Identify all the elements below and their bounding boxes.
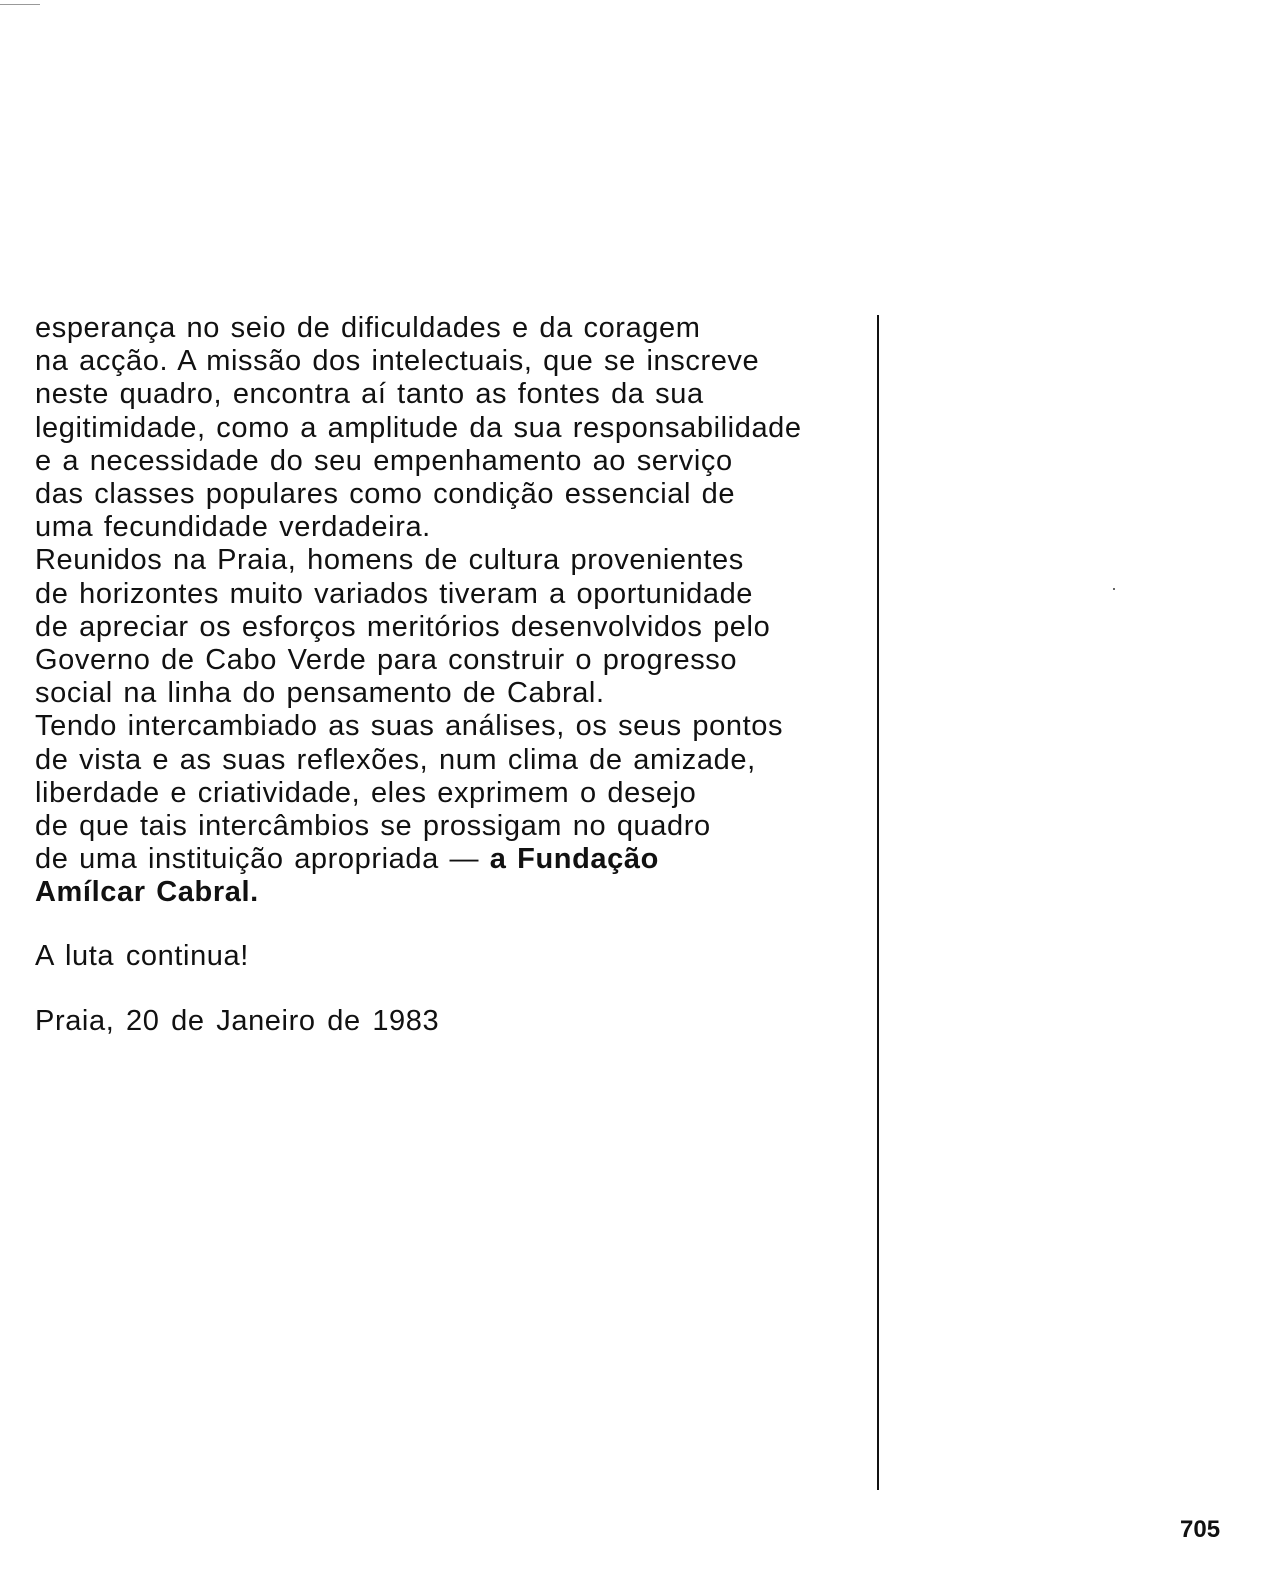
text-line: de que tais intercâmbios se prossigam no quadro [35,810,711,843]
text-line-regular: de uma instituição apropriada — [35,843,490,876]
foundation-name-bold: a Fundação [489,843,659,876]
text-line: de apreciar os esforços meritórios desenvolvidos pelo [35,610,771,643]
foundation-name-bold: Amílcar Cabral. [35,876,259,909]
date-line: Praia, 20 de Janeiro de 1983 [35,1005,440,1037]
text-line: uma fecundidade verdadeira. [35,511,431,544]
text-line: de vista e as suas reflexões, num clima de amizade, [35,743,756,776]
text-line: de horizontes muito variados tiveram a oportunidade [35,577,754,610]
text-line: na acção. A missão dos intelectuais, que se inscreve [35,345,760,378]
closing-slogan: A luta continua! [35,940,249,972]
text-line: Governo de Cabo Verde para construir o progresso [35,644,738,677]
text-line: e a necessidade do seu empenhamento ao serviço [35,444,733,477]
text-line: liberdade e criatividade, eles exprimem o desejo [35,776,697,809]
scan-speck [0,4,40,5]
text-line: social na linha do pensamento de Cabral. [35,677,605,710]
text-line: neste quadro, encontra aí tanto as fontes da sua [35,378,704,411]
text-line: Tendo intercambiado as suas análises, os seus pontos [35,710,784,743]
text-line [35,843,875,876]
scan-speck [1113,588,1115,590]
text-line: esperança no seio de dificuldades e da coragem [35,312,701,344]
page-number: 705 [1180,1516,1221,1543]
text-line: legitimidade, como a amplitude da sua responsabilidade [35,411,802,444]
body-paragraph [35,312,875,910]
text-line: das classes populares como condição essencial de [35,478,736,511]
vertical-rule [877,315,879,1490]
text-line: Reunidos na Praia, homens de cultura provenientes [35,544,744,577]
